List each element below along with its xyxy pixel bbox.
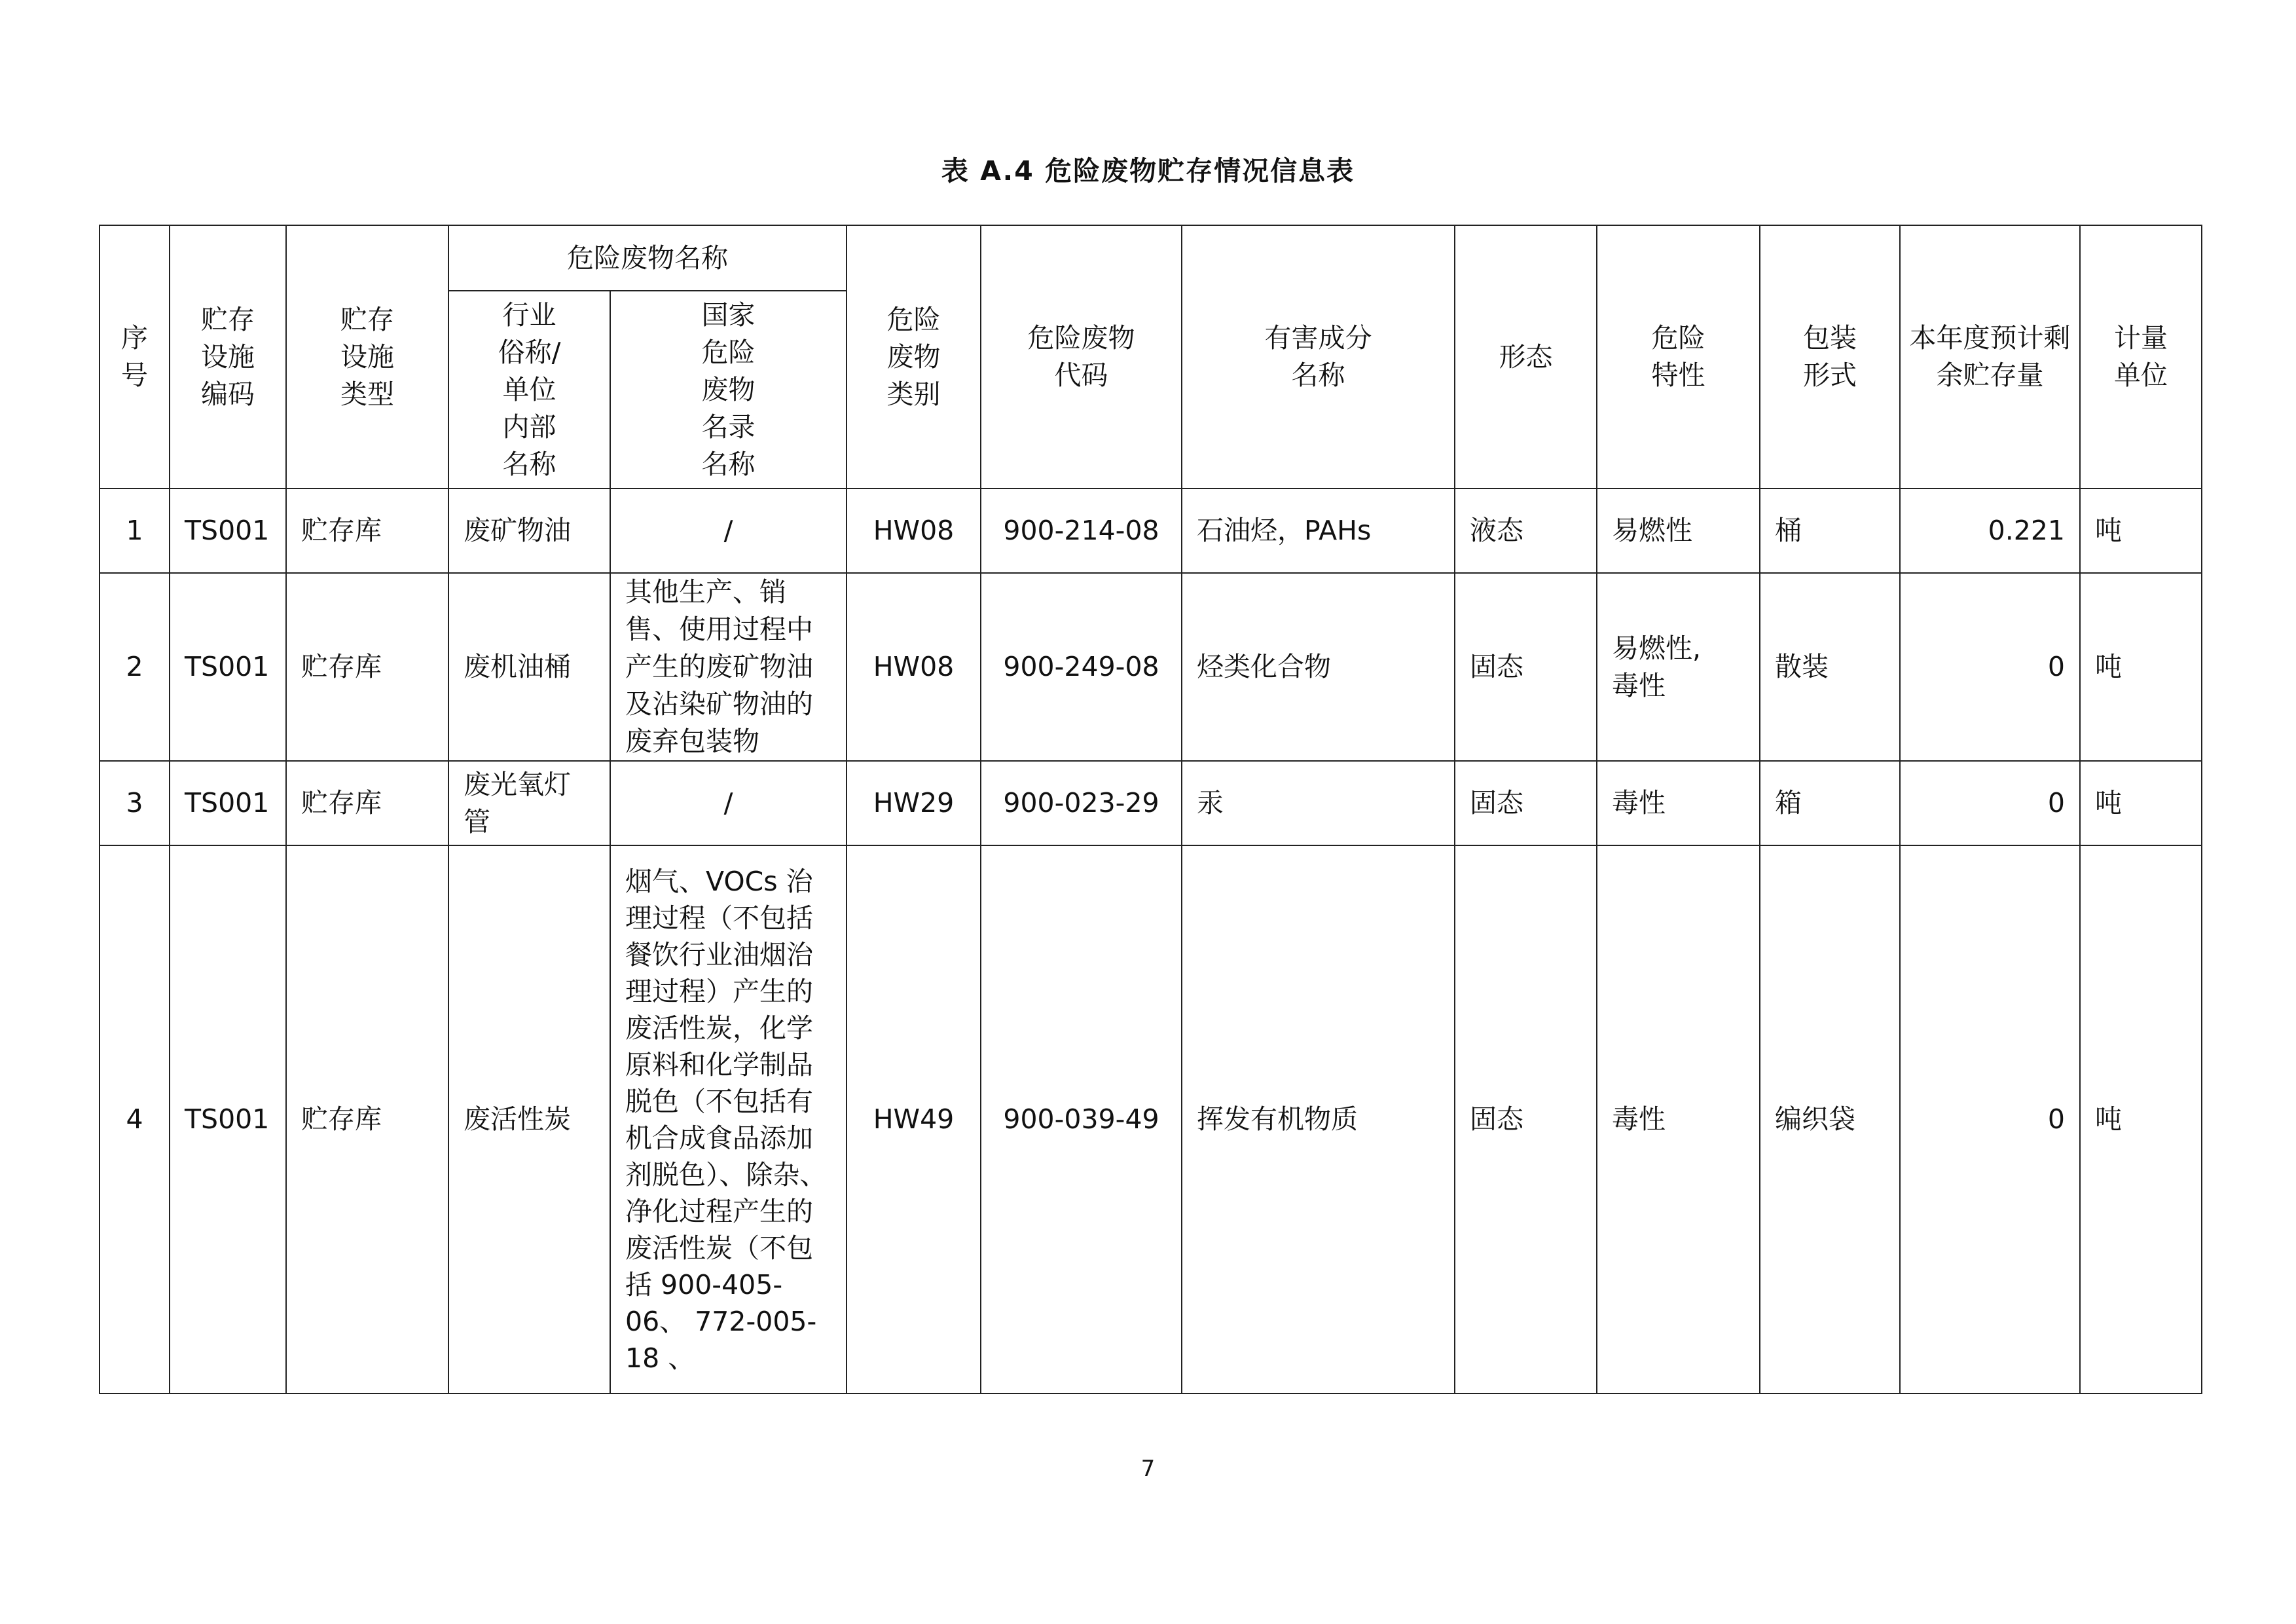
header-waste-name-group: 危险废物名称 (448, 225, 847, 291)
cell-harmful-components: 挥发有机物质 (1182, 845, 1455, 1393)
cell-waste-code: 900-023-29 (981, 761, 1182, 845)
cell-seq: 3 (100, 761, 170, 845)
header-unit: 计量单位 (2080, 225, 2202, 489)
cell-form: 固态 (1455, 573, 1597, 761)
cell-industry-name: 废矿物油 (448, 489, 610, 573)
table-row (100, 573, 2202, 761)
cell-harmful-components: 汞 (1182, 761, 1455, 845)
cell-seq: 4 (100, 845, 170, 1393)
table-row (100, 489, 2202, 573)
table-row (100, 845, 2202, 1393)
cell-unit: 吨 (2080, 573, 2202, 761)
cell-form: 液态 (1455, 489, 1597, 573)
cell-facility-code: TS001 (170, 845, 286, 1393)
cell-hazard: 易燃性,毒性 (1597, 573, 1760, 761)
cell-hazard: 毒性 (1597, 845, 1760, 1393)
cell-national-name: 烟气、VOCs 治理过程（不包括餐饮行业油烟治理过程）产生的废活性炭，化学原料和化学制品脱色（不包括有机合成食品添加剂脱色）、除杂、净化过程产生的废活性炭（不包括 900-405-06、 772-005-18 、 (610, 845, 847, 1393)
header-packaging: 包装形式 (1760, 225, 1900, 489)
cell-facility-code: TS001 (170, 761, 286, 845)
cell-packaging: 散装 (1760, 573, 1900, 761)
cell-waste-code: 900-039-49 (981, 845, 1182, 1393)
header-national-name: 国家危险废物名录名称 (610, 291, 847, 489)
cell-packaging: 编织袋 (1760, 845, 1900, 1393)
cell-remaining: 0 (1900, 845, 2080, 1393)
cell-hazard: 易燃性 (1597, 489, 1760, 573)
header-waste-code: 危险废物代码 (981, 225, 1182, 489)
cell-seq: 1 (100, 489, 170, 573)
cell-form: 固态 (1455, 761, 1597, 845)
cell-category: HW49 (847, 845, 981, 1393)
cell-facility-type: 贮存库 (286, 573, 448, 761)
header-industry-name: 行业俗称/单位内部名称 (448, 291, 610, 489)
cell-packaging: 桶 (1760, 489, 1900, 573)
cell-facility-type: 贮存库 (286, 845, 448, 1393)
cell-unit: 吨 (2080, 845, 2202, 1393)
hazardous-waste-storage-table (99, 225, 2202, 1394)
cell-hazard: 毒性 (1597, 761, 1760, 845)
cell-facility-code: TS001 (170, 573, 286, 761)
cell-form: 固态 (1455, 845, 1597, 1393)
header-form: 形态 (1455, 225, 1597, 489)
header-hazard: 危险特性 (1597, 225, 1760, 489)
cell-industry-name: 废机油桶 (448, 573, 610, 761)
cell-facility-code: TS001 (170, 489, 286, 573)
cell-harmful-components: 烃类化合物 (1182, 573, 1455, 761)
header-facility-code: 贮存设施编码 (170, 225, 286, 489)
page-title: 表 A.4 危险废物贮存情况信息表 (941, 155, 1355, 187)
cell-category: HW08 (847, 489, 981, 573)
cell-unit: 吨 (2080, 489, 2202, 573)
cell-waste-code: 900-214-08 (981, 489, 1182, 573)
cell-national-name: 其他生产、销售、使用过程中产生的废矿物油及沾染矿物油的废弃包装物 (610, 573, 847, 761)
cell-packaging: 箱 (1760, 761, 1900, 845)
cell-industry-name: 废光氧灯管 (448, 761, 610, 845)
cell-waste-code: 900-249-08 (981, 573, 1182, 761)
cell-remaining: 0 (1900, 573, 2080, 761)
cell-seq: 2 (100, 573, 170, 761)
cell-harmful-components: 石油烃，PAHs (1182, 489, 1455, 573)
cell-national-name: / (610, 489, 847, 573)
cell-industry-name: 废活性炭 (448, 845, 610, 1393)
cell-remaining: 0.221 (1900, 489, 2080, 573)
header-category: 危险废物类别 (847, 225, 981, 489)
cell-unit: 吨 (2080, 761, 2202, 845)
cell-facility-type: 贮存库 (286, 761, 448, 845)
header-harmful-components: 有害成分名称 (1182, 225, 1455, 489)
header-seq: 序号 (100, 225, 170, 489)
cell-national-name: / (610, 761, 847, 845)
header-remaining: 本年度预计剩余贮存量 (1900, 225, 2080, 489)
cell-category: HW29 (847, 761, 981, 845)
cell-remaining: 0 (1900, 761, 2080, 845)
cell-facility-type: 贮存库 (286, 489, 448, 573)
page-number: 7 (1140, 1456, 1156, 1482)
cell-category: HW08 (847, 573, 981, 761)
header-facility-type: 贮存设施类型 (286, 225, 448, 489)
table-row (100, 761, 2202, 845)
